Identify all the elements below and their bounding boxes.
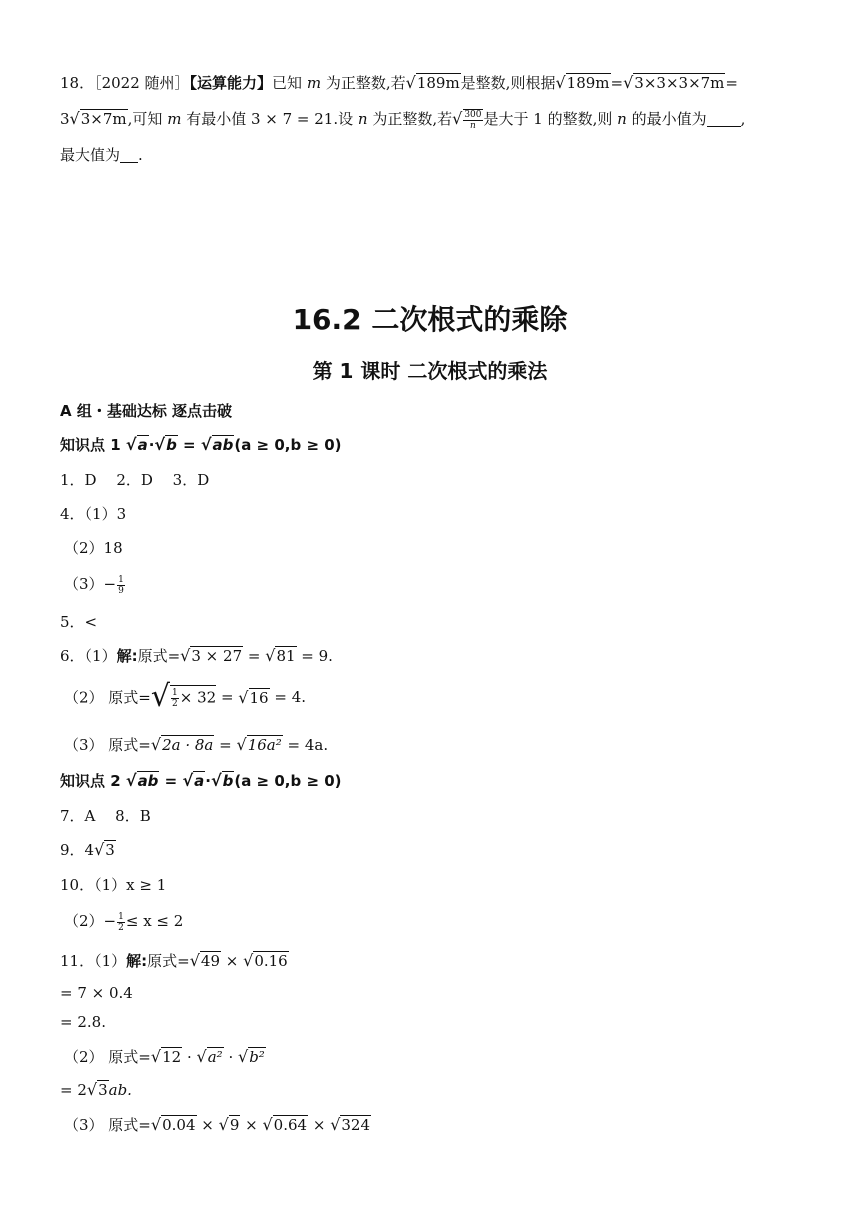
numerator: 1	[118, 911, 124, 922]
radical: √3	[94, 840, 115, 859]
prefix: （2） 原式=	[64, 1048, 151, 1066]
answer-4-1: 4．（1）3	[60, 505, 127, 523]
result: ab.	[108, 1081, 132, 1099]
radicand: 3×3×3×7m	[634, 74, 725, 92]
prefix: = 2	[60, 1081, 87, 1099]
radical: √3×3×3×7m	[623, 73, 725, 92]
radical: √a	[182, 771, 205, 790]
answer-10-2	[64, 910, 183, 933]
text: 原式=	[137, 647, 181, 665]
q18-text: ,可知	[127, 110, 168, 128]
radical: √3 × 27	[180, 646, 243, 665]
equals: =	[725, 74, 738, 92]
radicand: 3	[105, 841, 115, 859]
dot: ·	[148, 436, 155, 454]
group-a-heading: A 组・基础达标 逐点击破	[60, 402, 233, 420]
answer-11-1	[60, 950, 289, 971]
times: ×	[196, 1116, 219, 1134]
prefix: （2）−	[64, 912, 117, 930]
radical: √ $\frac{1}{2}$ × 32	[150, 679, 217, 714]
denominator: 2	[118, 922, 124, 933]
radical: √0.04	[150, 1115, 196, 1134]
radical: √189m	[405, 73, 460, 92]
times: ×	[240, 1116, 263, 1134]
radical: √189m	[555, 73, 610, 92]
fraction	[117, 912, 125, 933]
radicand: b²	[249, 1048, 265, 1066]
var-n: n	[357, 110, 368, 128]
answer-blank-min[interactable]	[707, 112, 741, 127]
radical: √324	[330, 1115, 371, 1134]
radicand: b	[222, 772, 234, 790]
solution-label: 解:	[116, 647, 138, 665]
period: .	[138, 146, 143, 164]
equals: =	[610, 74, 624, 92]
var-m: m	[167, 110, 182, 128]
solution-label: 解:	[126, 952, 148, 970]
answer-6-1	[60, 645, 333, 666]
prefix: （3） 原式=	[64, 1116, 151, 1134]
radical: √12	[150, 1047, 182, 1066]
radical: √b	[210, 771, 234, 790]
denominator: 2	[172, 699, 178, 709]
radicand: 0.16	[254, 952, 288, 970]
radical: √49	[189, 951, 221, 970]
radical: √16	[238, 687, 269, 707]
radical: √ $\frac{300}{n}$	[452, 109, 482, 131]
radical: √3	[86, 1080, 108, 1099]
radicand: 0.04	[162, 1116, 196, 1134]
result: = 9.	[296, 647, 333, 665]
radicand: 3 × 27	[191, 647, 243, 665]
kp-label: 知识点 2	[60, 772, 126, 790]
knowledge-point-1	[60, 434, 342, 455]
dot: ·	[223, 1048, 238, 1066]
radicand: 2a · 8a	[162, 736, 214, 754]
answer-blank-max[interactable]	[120, 148, 138, 163]
radicand: 189m	[566, 74, 610, 92]
radicand: 16	[249, 688, 269, 707]
radical: √ab	[125, 771, 159, 790]
radicand: 16a²	[247, 736, 282, 754]
result: = 4.	[269, 688, 307, 706]
radicand: 49	[200, 952, 221, 970]
answer-11-1-step2: = 7 × 0.4	[60, 984, 133, 1002]
radicand: 3×7m	[80, 110, 127, 128]
text: 原式=	[147, 952, 190, 970]
section-title: 16.2 二次根式的乘除	[292, 303, 568, 336]
q18-text: 有最小值 3 × 7 = 21.设	[181, 110, 358, 128]
coef: 3	[60, 110, 70, 128]
q18-text: 为正整数,若	[321, 74, 406, 92]
answer-10-1: 10．（1）x ≥ 1	[60, 876, 167, 894]
answers-7-8: 7．A 8．B	[60, 807, 151, 825]
inequality: ≤ x ≤ 2	[125, 912, 184, 930]
times: ×	[221, 952, 244, 970]
condition: (a ≥ 0,b ≥ 0)	[234, 436, 342, 454]
answer-6-2	[64, 679, 307, 714]
equals: =	[159, 772, 183, 790]
var-n: n	[617, 110, 627, 128]
radical: √b²	[237, 1047, 265, 1066]
equals: =	[177, 436, 201, 454]
prefix: （3） 原式=	[64, 736, 151, 754]
numerator: 1	[118, 574, 124, 585]
denominator: 9	[118, 585, 124, 596]
condition: (a ≥ 0,b ≥ 0)	[234, 772, 342, 790]
radicand: 81	[276, 647, 296, 665]
radicand: b	[166, 436, 177, 454]
q18-text: 的最小值为	[626, 110, 707, 128]
radical: √b	[154, 435, 177, 454]
radical: √2a · 8a	[150, 735, 214, 754]
radical: √0.16	[243, 951, 288, 970]
equals: =	[214, 736, 237, 754]
fraction	[463, 109, 482, 131]
prefix: 6．（1）	[60, 647, 117, 665]
numerator: 1	[172, 688, 178, 698]
dot: ·	[205, 772, 211, 790]
answers-1-3: 1．D 2．D 3．D	[60, 471, 210, 489]
knowledge-point-2	[60, 770, 342, 791]
radicand: 0.64	[273, 1116, 308, 1134]
q18-line1	[60, 72, 738, 93]
answer-6-3	[64, 734, 328, 755]
fraction	[117, 575, 125, 596]
prefix: 11．（1）	[60, 952, 127, 970]
answer-4-3	[64, 573, 126, 596]
times: ×	[308, 1116, 331, 1134]
radical: √16a²	[236, 735, 282, 754]
radicand: 12	[162, 1048, 182, 1066]
q18-text: 为正整数,若	[367, 110, 453, 128]
radical: √ab	[200, 435, 234, 454]
prefix: 9．4	[60, 841, 95, 859]
lesson-title: 第 1 课时 二次根式的乘法	[312, 359, 548, 383]
radicand: 324	[341, 1116, 371, 1134]
prefix: （2） 原式=	[64, 688, 151, 707]
answer-11-3	[64, 1114, 371, 1135]
radical: √9	[218, 1115, 240, 1134]
radical: √81	[265, 646, 296, 665]
answer-9	[60, 839, 116, 860]
answer-11-1-step3: = 2.8.	[60, 1013, 106, 1031]
answer-11-2-step2	[60, 1080, 132, 1099]
answer-11-2	[64, 1046, 266, 1067]
radicand: 189m	[416, 74, 460, 92]
q18-tag: 【运算能力】	[189, 74, 273, 92]
q18-text: 是整数,则根据	[460, 74, 556, 92]
radical: √a	[125, 435, 148, 454]
radicand: ab	[137, 772, 159, 790]
radicand: a	[194, 772, 205, 790]
answer-5: 5．<	[60, 613, 98, 631]
prefix: （3）−	[64, 575, 117, 593]
q18-line3	[60, 144, 143, 165]
radicand: 9	[229, 1116, 240, 1134]
q18-line2	[60, 108, 745, 131]
equals: =	[216, 688, 239, 706]
comma: ,	[740, 110, 746, 128]
q18-text: 已知	[272, 74, 307, 92]
q18-text: 最大值为	[60, 146, 121, 164]
radical: √0.64	[262, 1115, 308, 1134]
dot: ·	[182, 1048, 197, 1066]
radicand: a	[137, 436, 148, 454]
radicand: 3	[98, 1081, 108, 1099]
equals: =	[243, 647, 266, 665]
kp-label: 知识点 1	[60, 436, 126, 454]
result: = 4a.	[282, 736, 329, 754]
radical: √a²	[196, 1047, 223, 1066]
fraction	[171, 688, 179, 709]
radicand: ab	[212, 436, 234, 454]
var-m: m	[306, 74, 322, 92]
radicand: × 32	[179, 688, 217, 707]
q18-number: 18．［2022 随州］	[60, 74, 190, 92]
q18-text: 是大于 1 的整数,则	[483, 110, 618, 128]
answer-4-2: （2）18	[64, 539, 123, 557]
radical: √3×7m	[69, 109, 127, 128]
radicand: a²	[207, 1048, 223, 1066]
numerator: 300	[464, 110, 482, 120]
denominator: n	[470, 121, 476, 131]
